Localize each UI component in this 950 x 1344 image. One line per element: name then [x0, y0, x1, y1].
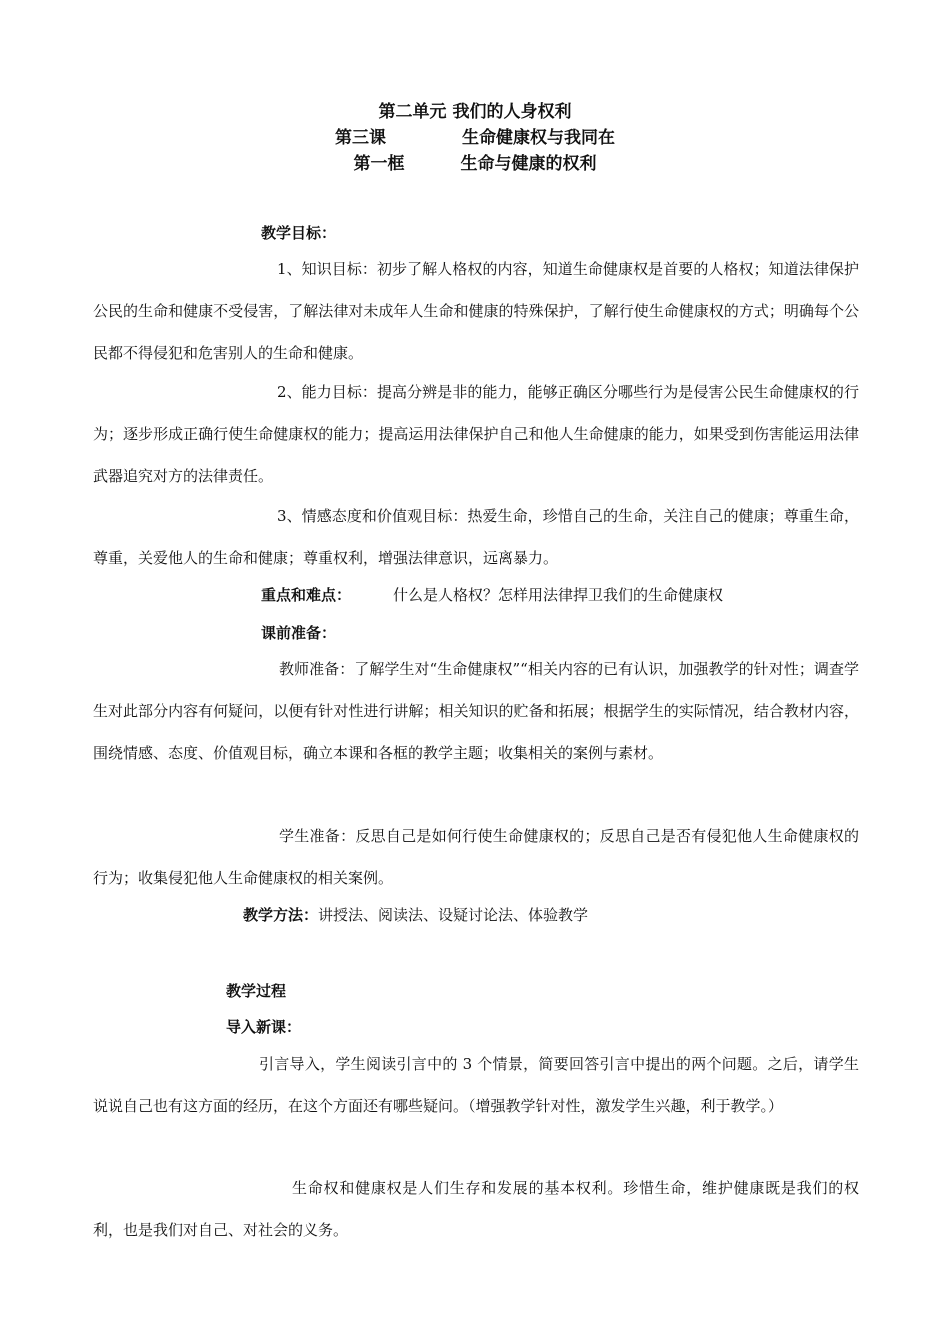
frame-label: 第一框 [353, 154, 405, 174]
objectives-heading: 教学目标： [261, 224, 337, 242]
preparation-heading: 课前准备： [261, 624, 337, 642]
intro-heading: 导入新课： [226, 1018, 302, 1036]
student-preparation: 学生准备：反思自己是如何行使生命健康权的；反思自己是否有侵犯他人生命健康权的行为；收集侵犯他人生命健康权的相关案例。 [93, 827, 859, 887]
teaching-methods [243, 905, 588, 925]
ability-objective: 2、能力目标：提高分辨是非的能力，能够正确区分哪些行为是侵害公民生命健康权的行为；逐步形成正确行使生命健康权的能力；提高运用法律保护自己和他人生命健康的能力，如果受到伤害能运用法律武器追究对方的法律责任。 [93, 383, 859, 485]
teaching-methods-text: 讲授法、阅读法、设疑讨论法、体验教学 [318, 906, 589, 924]
teaching-methods-label: 教学方法： [243, 906, 319, 924]
key-points-text: 什么是人格权？怎样用法律捍卫我们的生命健康权 [393, 586, 724, 604]
intro-paragraph: 引言导入，学生阅读引言中的 3 个情景，简要回答引言中提出的两个问题。之后，请学生说说自己也有这方面的经历，在这个方面还有哪些疑问。（增强教学针对性，激发学生兴趣，利于教学。） [93, 1055, 859, 1115]
unit-title: 第二单元 我们的人身权利 [378, 102, 572, 122]
key-points [261, 585, 723, 605]
frame-name: 生命与健康的权利 [460, 154, 597, 174]
frame-title [0, 153, 950, 175]
knowledge-objective: 1、知识目标：初步了解人格权的内容，知道生命健康权是首要的人格权；知道法律保护公民的生命和健康不受侵害，了解法律对未成年人生命和健康的特殊保护，了解行使生命健康权的方式；明确每个公民都不得侵犯和危害别人的生命和健康。 [93, 260, 859, 362]
lesson-label: 第三课 [335, 128, 386, 148]
teacher-preparation: 教师准备：了解学生对“生命健康权”“相关内容的已有认识，加强教学的针对性；调查学生对此部分内容有何疑问，以便有针对性进行讲解；相关知识的贮备和拓展；根据学生的实际情况，结合教材内容，围绕情感、态度、价值观目标，确立本课和各框的教学主题；收集相关的案例与素材。 [93, 660, 859, 762]
emotion-objective: 3、情感态度和价值观目标：热爱生命，珍惜自己的生命，关注自己的健康；尊重生命，尊重，关爱他人的生命和健康；尊重权利，增强法律意识，远离暴力。 [93, 507, 859, 567]
rights-paragraph: 生命权和健康权是人们生存和发展的基本权利。珍惜生命，维护健康既是我们的权利，也是我们对自己、对社会的义务。 [93, 1179, 859, 1239]
process-heading: 教学过程 [226, 982, 287, 1000]
lesson-name: 生命健康权与我同在 [462, 128, 615, 148]
lesson-title [0, 127, 950, 149]
key-points-label: 重点和难点： [261, 586, 352, 604]
